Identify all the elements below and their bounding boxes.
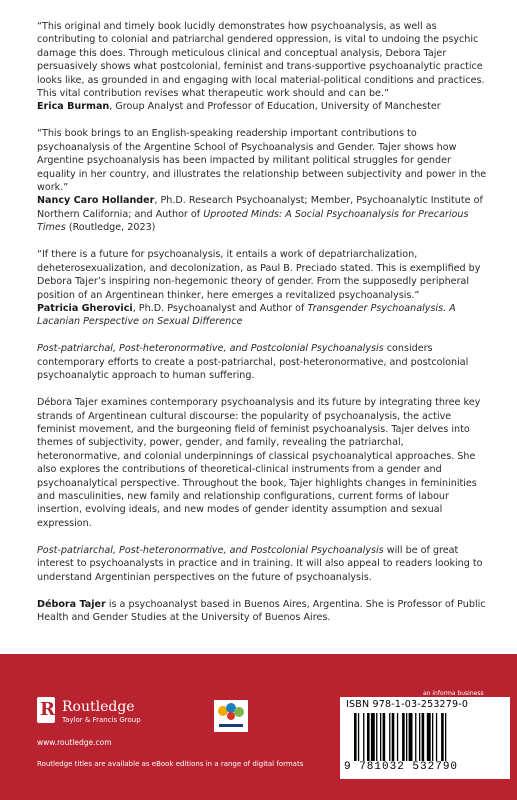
blurb-author-affiliation: , Ph.D. Psychoanalyst and Author of [132, 302, 308, 314]
blurb-quote: “If there is a future for psychoanalysis, it entails a work of depatriarchalization, deheterosexualization, and decolonization, as Paul B. Preciado stated. This is exemplified by Debora Tajer’s inspiring non-hegemonic theory of gender. From the supposedly peripheral position of an Argentinean thinker, here emerges a revitalized psychoanalysis.” [37, 249, 481, 301]
author-bio [37, 598, 489, 625]
publisher-url[interactable]: www.routledge.com [37, 738, 112, 747]
routledge-logo-icon: R [37, 697, 55, 723]
blurb-quote: “This original and timely book lucidly demonstrates how psychoanalysis, as well as contributing to colonial and patriarchal gendered oppression, is vital to undoing the psychic damage this does. Through meticulous clinical and conceptual analysis, Debora Tajer persuasively shows what postcolonial, feminist and trans-supportive psychoanalytic practice looks like, as grounded in and engaging with local material-political conditions and practices. This vital contribution revises what therapeutic work should and can be.” [37, 21, 485, 100]
barcode [340, 697, 510, 779]
description-text: will be of great interest to psychoanalysts in practice and in training. It will also appeal to readers looking to understand Argentinian perspectives on the future of psychoanalysis. [37, 544, 483, 583]
barcode-bars [354, 713, 496, 761]
description-paragraph-2: Débora Tajer examines contemporary psychoanalysis and its future by integrating three key strands of Argentinean cultural discourse: the popularity of psychoanalysis, the active feminist movement, and the burgeoning field of feminist psychoanalysis. Tajer delves into themes of subjectivity, power, gender, and family, revealing the patriarchal, heteronormative, and colonial underpinnings of classical psychoanalytical approaches. She also explores the contributions of theoretical-clinical instruments from a gender and psychoanalytical perspective. Throughout the book, Tajer highlights changes in femininities and masculinities, new family and relationship configurations, current forms of labour insertion, evolving ideals, and new modes of gender identity assumption and sexual expression. [37, 397, 481, 529]
author-name: Débora Tajer [37, 598, 106, 610]
blurb-2 [37, 127, 489, 234]
barcode-digits: 9 781032 532790 [344, 761, 459, 773]
blurb-author-name: Nancy Caro Hollander [37, 195, 155, 207]
blurb-author-name: Erica Burman [37, 101, 110, 113]
author-bio-text: is a psychoanalyst based in Buenos Aires, Argentina. She is Professor of Public Health and Gender Studies at the University of Buenos Aires. [37, 598, 486, 623]
blurb-3 [37, 248, 489, 328]
description-paragraph-1 [37, 342, 489, 382]
blurb-quote: “This book brings to an English-speaking readership important contributions to psychoanalysis of the Argentine School of Psychoanalysis and Gender. Tajer shows how Argentine psychoanalysis has been impacted by militant political struggles for gender equality in her country, and illustrates the relationship between subjectivity and power in the work.” [37, 128, 487, 194]
informa-tagline: an informa business [423, 690, 484, 697]
publisher-name: Routledge [62, 699, 135, 715]
back-cover-text [37, 20, 489, 638]
blurb-author-affiliation: , Ph.D. Research Psychoanalyst; Member, Psychoanalytic Institute of Northern California; and Author of [37, 195, 483, 220]
book-title: Post-patriarchal, Post-heteronormative, and Postcolonial Psychoanalysis [37, 544, 384, 556]
description-paragraph-3 [37, 544, 489, 584]
book-title: Post-patriarchal, Post-heteronormative, and Postcolonial Psychoanalysis [37, 343, 384, 355]
isbn-label: ISBN 978-1-03-253279-0 [346, 699, 469, 710]
programa-sur-logo-icon [214, 700, 248, 732]
publisher-subtitle: Taylor & Francis Group [62, 716, 141, 724]
blurb-1 [37, 20, 489, 114]
blurb-author-affiliation: , Group Analyst and Professor of Education, University of Manchester [109, 101, 441, 113]
blurb-author-name: Patricia Gherovici [37, 302, 133, 314]
blurb-book-title: Transgender Psychoanalysis. A Lacanian Perspective on Sexual Difference [37, 302, 456, 328]
description-text: considers contemporary efforts to create a post-patriarchal, post-heteronormative, and postcolonial psychoanalytic approach to human suffering. [37, 343, 469, 382]
ebook-note: Routledge titles are available as eBook editions in a range of digital formats [37, 760, 304, 768]
blurb-affiliation-tail: (Routledge, 2023) [65, 222, 156, 234]
blurb-book-title: Uprooted Minds: A Social Psychoanalysis for Precarious Times [37, 208, 469, 234]
